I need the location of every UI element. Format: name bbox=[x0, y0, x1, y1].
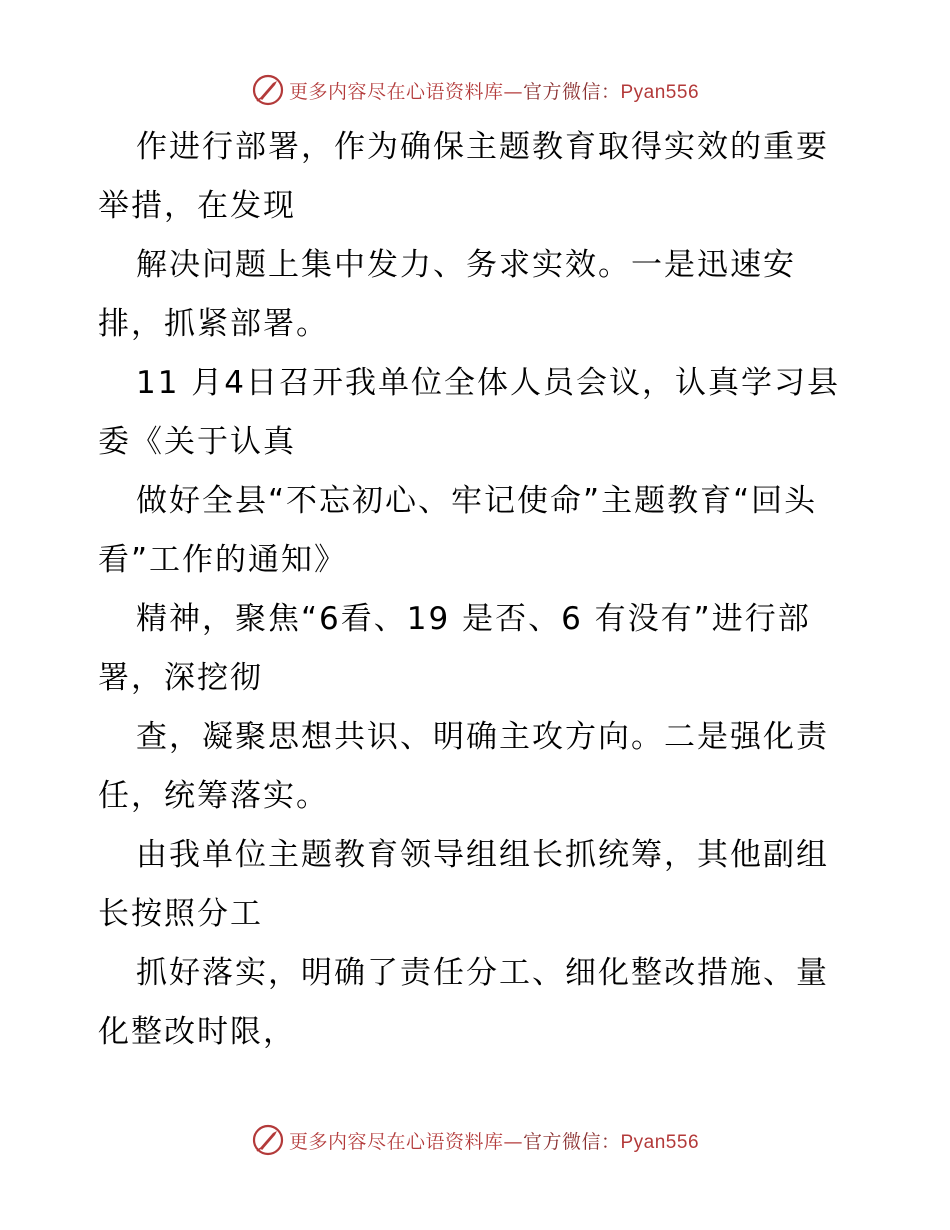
watermark-dash: — bbox=[503, 1130, 523, 1153]
paragraph: 精神，聚焦“6看、19 是否、6 有没有”进行部署，深挖彻 bbox=[98, 601, 811, 696]
paragraph: 查，凝聚思想共识、明确主攻方向。二是强化责任，统筹落实。 bbox=[98, 719, 829, 814]
watermark-dash: — bbox=[503, 80, 523, 103]
quill-pen-logo-icon bbox=[251, 1123, 285, 1157]
quill-pen-logo-icon bbox=[251, 73, 285, 107]
paragraph: 由我单位主题教育领导组组长抓统筹，其他副组长按照分工 bbox=[98, 837, 829, 932]
paragraph: 解决问题上集中发力、务求实效。一是迅速安排，抓紧部署。 bbox=[98, 247, 796, 342]
paragraph: 作进行部署，作为确保主题教育取得实效的重要举措，在发现 bbox=[98, 129, 829, 224]
watermark-sub-text: 官方微信： bbox=[522, 80, 621, 103]
footer-watermark bbox=[0, 1120, 950, 1160]
paragraph: 做好全县“不忘初心、牢记使命”主题教育“回头看”工作的通知》 bbox=[98, 483, 818, 578]
header-watermark bbox=[0, 70, 950, 110]
watermark-wechat-id: Pyan556 bbox=[620, 1131, 700, 1153]
document-body bbox=[98, 118, 858, 1062]
paragraph: 11 月4日召开我单位全体人员会议，认真学习县委《关于认真 bbox=[98, 365, 841, 460]
watermark-wechat-id: Pyan556 bbox=[620, 81, 700, 103]
watermark-sub-text: 官方微信： bbox=[522, 1130, 621, 1153]
watermark-main-text: 更多内容尽在心语资料库 bbox=[288, 1130, 504, 1153]
paragraph: 抓好落实，明确了责任分工、细化整改措施、量化整改时限， bbox=[98, 955, 829, 1050]
watermark-main-text: 更多内容尽在心语资料库 bbox=[288, 80, 504, 103]
